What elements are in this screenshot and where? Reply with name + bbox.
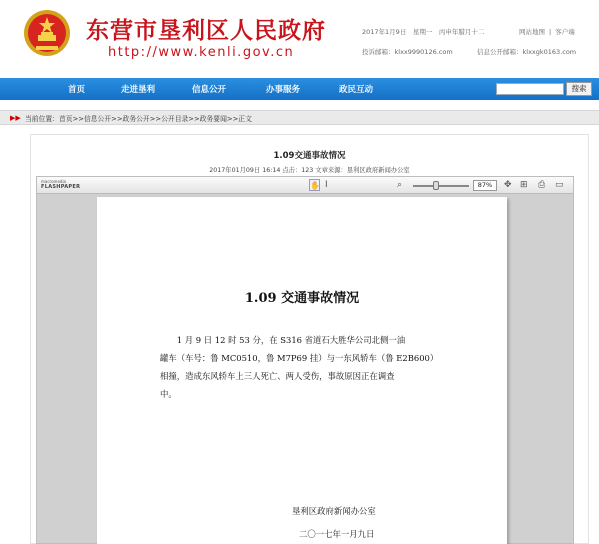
zoom-icon[interactable]: ⌕ (397, 180, 403, 190)
sitemap-link[interactable]: 网站地图 (519, 28, 545, 36)
body-line: 中。 (160, 389, 177, 399)
nav-item-about[interactable]: 走进垦利 (121, 85, 156, 95)
body-line: 相撞，造成东风轿车上三人死亡、两人受伤，事故原因正在调查 (160, 371, 395, 381)
move-icon[interactable]: ✥ (504, 180, 512, 190)
search-button[interactable]: 搜索 (566, 82, 592, 96)
text-select-icon[interactable]: I (325, 180, 328, 190)
fit-page-icon[interactable]: ⊞ (520, 180, 528, 190)
flashpaper-logo (41, 180, 101, 191)
search-input[interactable] (496, 83, 564, 95)
main-nav (0, 78, 599, 100)
header-links (519, 27, 579, 36)
arrow-icon: ▶▶ (10, 114, 21, 122)
brand-small: macromedia (41, 179, 67, 184)
document-body (160, 331, 452, 403)
zoom-field[interactable]: 87% (473, 180, 497, 191)
client-link[interactable]: 客户端 (555, 28, 575, 36)
breadcrumb-text[interactable]: 当前位置：首页>>信息公开>>政务公开>>公开目录>>政务要闻>>正文 (25, 115, 252, 123)
viewer-toolbar (37, 177, 573, 194)
options-icon[interactable]: ▭ (555, 180, 564, 190)
brand-big: FLASHPAPER (41, 184, 81, 190)
nav-item-interaction[interactable]: 政民互动 (339, 85, 374, 95)
national-emblem-icon (22, 8, 72, 58)
nav-item-services[interactable]: 办事服务 (266, 85, 301, 95)
body-line: 罐车（车号：鲁 MC0510，鲁 M7P69 挂）与一东风轿车（鲁 E2B600） (160, 353, 439, 363)
body-line: 1 月 9 日 12 时 53 分，在 S316 省道石大胜华公司北侧一油 (160, 335, 406, 345)
link-divider: | (549, 28, 552, 36)
site-title: 东营市垦利区人民政府 (86, 18, 326, 44)
document-page (97, 197, 507, 544)
print-icon[interactable]: ⎙ (538, 180, 546, 190)
complaint-email[interactable]: 投诉邮箱：klxx9990126.com (362, 48, 453, 56)
site-url[interactable]: http://www.kenli.gov.cn (108, 45, 295, 60)
header-date: 2017年1月9日 星期一 丙申年腊月十二 (362, 28, 485, 36)
zoom-slider-handle[interactable] (433, 181, 439, 190)
nav-item-info[interactable]: 信息公开 (192, 85, 227, 95)
breadcrumb (0, 110, 599, 125)
zoom-slider-track[interactable] (413, 185, 469, 187)
article-title: 1.09交通事故情况 (273, 151, 346, 161)
article-meta: 2017年01月09日 16:14 点击：123 文章来源：垦利区政府新闻办公室 (209, 167, 410, 174)
document-date: 二〇一七年一月九日 (299, 529, 375, 539)
hand-tool-icon[interactable]: ✋ (310, 181, 320, 190)
document-viewer[interactable] (36, 176, 574, 544)
nav-item-home[interactable]: 首页 (68, 85, 86, 95)
document-signature: 垦利区政府新闻办公室 (292, 506, 376, 516)
document-title: 1.09 交通事故情况 (244, 291, 360, 306)
site-header (0, 0, 599, 78)
info-email[interactable]: 信息公开邮箱：klxxgk0163.com (477, 48, 577, 56)
